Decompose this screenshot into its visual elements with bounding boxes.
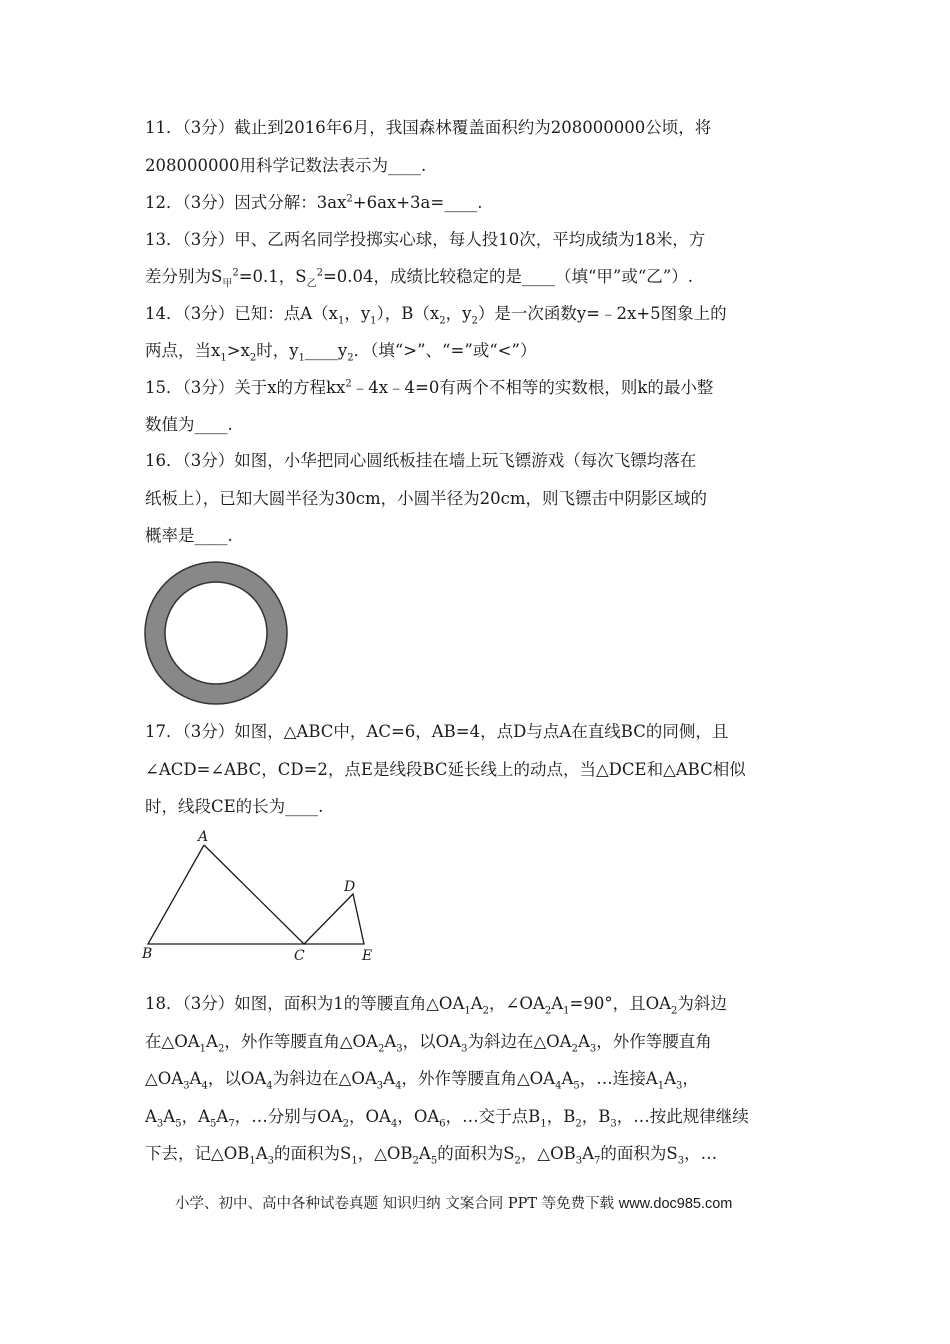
q18-4s8: 1 <box>540 1118 547 1130</box>
q18-1a: 18．（3分）如图，面积为1的等腰直角△OA <box>145 994 465 1013</box>
q18-4a: A <box>145 1107 157 1126</box>
q18-4s1: 3 <box>156 1118 164 1130</box>
q18-2a: 在△OA <box>145 1032 200 1051</box>
q18-4s3: 5 <box>210 1118 217 1130</box>
label-a: A <box>198 829 209 845</box>
q18-2s4: 3 <box>396 1043 403 1055</box>
q18-2g: A <box>577 1032 590 1051</box>
q13-sub1: 甲 <box>222 278 233 290</box>
q13-line1: 13．（3分）甲、乙两名同学投掷实心球，每人投10次，平均成绩为18米，方 <box>145 230 706 249</box>
q18-2s7: 3 <box>589 1043 597 1055</box>
q18-line3 <box>145 1069 699 1092</box>
q12-b: +6ax+3a=____. <box>352 193 483 212</box>
q18-1c: ，∠OA <box>489 994 545 1013</box>
q18-5i: 的面积为S <box>600 1144 678 1163</box>
q18-5a: 下去，记△OB <box>145 1144 250 1163</box>
q18-3a: △OA <box>145 1069 184 1088</box>
q14-1b: ，y <box>344 304 371 323</box>
q15-a: 15．（3分）关于x的方程kx <box>145 378 346 397</box>
q18-3s7: 5 <box>573 1080 580 1092</box>
q18-3h: ，…连接A <box>579 1069 658 1088</box>
q18-4c: ，A <box>181 1107 211 1126</box>
q12-a: 12．（3分）因式分解：3ax <box>145 193 347 212</box>
q14-2s4: 2 <box>347 352 354 364</box>
q14-1s3: 2 <box>439 315 446 327</box>
q12-line1 <box>145 193 482 213</box>
q18-3e: A <box>383 1069 396 1088</box>
q14-2b: >x <box>226 341 250 360</box>
q18-line1 <box>145 994 727 1017</box>
q18-4s9: 2 <box>575 1118 582 1130</box>
q18-2f: 为斜边在△OA <box>467 1032 572 1051</box>
q18-1s4: 1 <box>563 1005 570 1017</box>
q18-2d: A <box>384 1032 397 1051</box>
q18-3i: A <box>664 1069 676 1088</box>
q18-5b: A <box>255 1144 268 1163</box>
q18-2s6: 2 <box>571 1043 578 1055</box>
q18-1s3: 2 <box>544 1005 552 1017</box>
q18-3s4: 3 <box>376 1080 384 1092</box>
q18-1s2: 2 <box>482 1005 490 1017</box>
q13-a: 差分别为S <box>145 267 223 286</box>
q14-2e: ．（填“>”、“=”或“<”） <box>353 341 537 360</box>
q14-1e: ）是一次函数y=﹣2x+5图象上的 <box>477 304 727 323</box>
q14-2s1: 1 <box>220 352 227 364</box>
triangle-figure <box>140 826 380 966</box>
q18-5c: 的面积为S <box>274 1144 352 1163</box>
footer-text: 小学、初中、高中各种试卷真题 知识归纳 文案合同 PPT 等免费下载 <box>175 1196 615 1212</box>
q14-1s1: 1 <box>337 315 345 327</box>
label-b: B <box>142 946 153 962</box>
q18-1s1: 1 <box>464 1005 471 1017</box>
q18-4s7: 6 <box>439 1118 446 1130</box>
q18-3s9: 3 <box>675 1080 683 1092</box>
triangle-dce <box>304 894 364 944</box>
q18-1b: A <box>470 994 483 1013</box>
q14-1d: ，y <box>445 304 472 323</box>
q18-3s3: 4 <box>266 1080 273 1092</box>
label-e: E <box>362 948 373 964</box>
q18-3c: ，以OA <box>207 1069 267 1088</box>
q13-sup1: 2 <box>232 267 239 279</box>
q18-4s5: 2 <box>342 1118 350 1130</box>
q17-line2: ∠ACD=∠ABC，CD=2，点E是线段BC延长线上的动点，当△DCE和△ABC相似 <box>145 760 746 779</box>
q18-2c: ，外作等腰直角△OA <box>224 1032 378 1051</box>
q11-line1: 11．（3分）截止到2016年6月，我国森林覆盖面积约为208000000公顷，将 <box>145 118 712 137</box>
q13-sup2: 2 <box>316 267 323 279</box>
q18-4s6: 4 <box>390 1118 398 1130</box>
q18-5f: 的面积为S <box>437 1144 515 1163</box>
q14-1c: ），B（x <box>376 304 440 323</box>
q18-5s7: 3 <box>575 1155 583 1167</box>
q18-3f: ，外作等腰直角△OA <box>401 1069 556 1088</box>
q11-line2: 208000000用科学记数法表示为____. <box>145 156 427 175</box>
q14-1a: 14．（3分）已知：点A（x <box>145 304 338 323</box>
q18-5s1: 1 <box>249 1155 256 1167</box>
q14-2c: 时，y <box>256 341 299 360</box>
q13-c: =0.04，成绩比较稳定的是____（填“甲”或“乙”）. <box>322 267 693 286</box>
q16-line2: 纸板上），已知大圆半径为30cm，小圆半径为20cm，则飞镖击中阴影区域的 <box>145 489 708 508</box>
q18-3s6: 4 <box>555 1080 562 1092</box>
q15-line1 <box>145 378 713 398</box>
q18-3g: A <box>561 1069 574 1088</box>
q18-5s9: 3 <box>677 1155 685 1167</box>
q18-4s10: 3 <box>610 1118 617 1130</box>
q14-2a: 两点，当x <box>145 341 221 360</box>
q18-4b: A <box>163 1107 176 1126</box>
q13-line2 <box>145 267 693 290</box>
inner-circle <box>165 582 267 684</box>
q15-line2: 数值为____. <box>145 415 233 434</box>
q15-b: ﹣4x﹣4=0有两个不相等的实数根，则k的最小整 <box>351 378 714 397</box>
q18-5s2: 3 <box>267 1155 275 1167</box>
q18-line5 <box>145 1144 718 1167</box>
q14-line1 <box>145 304 727 327</box>
q18-4d: A <box>216 1107 229 1126</box>
q18-5s8: 7 <box>594 1155 601 1167</box>
concentric-ring-figure <box>140 560 292 706</box>
q14-1s2: 1 <box>370 315 377 327</box>
page-footer <box>175 1192 732 1213</box>
q18-4s2: 5 <box>175 1118 182 1130</box>
q18-5h: A <box>582 1144 595 1163</box>
q18-5d: ，△OB <box>357 1144 413 1163</box>
q18-5e: A <box>418 1144 431 1163</box>
q18-line4 <box>145 1107 749 1130</box>
q18-1e: =90°，且OA <box>569 994 672 1013</box>
q18-4e: ，…分别与OA <box>234 1107 343 1126</box>
q18-1d: A <box>551 994 564 1013</box>
q18-3s1: 3 <box>183 1080 190 1092</box>
q18-4h: ，…交于点B <box>445 1107 541 1126</box>
q12-sup: 2 <box>346 193 353 205</box>
q18-5s6: 2 <box>514 1155 521 1167</box>
q18-3d: 为斜边在△OA <box>272 1069 377 1088</box>
q18-2h: ，外作等腰直角 <box>596 1032 712 1051</box>
q18-4f: ，OA <box>349 1107 391 1126</box>
q18-3s2: 4 <box>201 1080 208 1092</box>
q18-3s8: 1 <box>657 1080 665 1092</box>
q14-2s3: 1 <box>298 352 305 364</box>
q18-4i: ，B <box>546 1107 576 1126</box>
q18-1f: 为斜边 <box>677 994 727 1013</box>
q18-5s3: 1 <box>351 1155 358 1167</box>
q18-line2 <box>145 1032 712 1055</box>
q17-line3: 时，线段CE的长为____. <box>145 797 324 816</box>
q18-2s1: 1 <box>199 1043 207 1055</box>
q18-3s5: 4 <box>395 1080 402 1092</box>
q14-2s2: 2 <box>249 352 257 364</box>
q18-5s4: 2 <box>412 1155 419 1167</box>
q18-4g: ，OA <box>397 1107 440 1126</box>
triangle-abc <box>148 845 304 944</box>
q14-1s4: 2 <box>471 315 478 327</box>
q18-5g: ，△OB <box>520 1144 576 1163</box>
q13-b: =0.1，S <box>238 267 307 286</box>
q14-2d: ____y <box>304 341 348 360</box>
q17-line1: 17．（3分）如图，△ABC中，AC=6，AB=4，点D与点A在直线BC的同侧，且 <box>145 722 729 741</box>
q18-2s3: 2 <box>377 1043 385 1055</box>
q18-4k: ，…按此规律继续 <box>616 1107 749 1126</box>
q18-3b: A <box>189 1069 202 1088</box>
q15-sup: 2 <box>345 378 352 390</box>
footer-url[interactable]: www.doc985.com <box>618 1196 733 1212</box>
label-d: D <box>344 879 356 895</box>
q16-line3: 概率是____. <box>145 526 233 545</box>
q18-5s5: 5 <box>430 1155 438 1167</box>
q18-4j: ，B <box>581 1107 611 1126</box>
q13-sub2: 乙 <box>306 278 317 290</box>
q18-5j: ，… <box>684 1144 718 1163</box>
q18-1s5: 2 <box>671 1005 678 1017</box>
q18-2e: ，以OA <box>402 1032 462 1051</box>
q18-2s5: 3 <box>461 1043 468 1055</box>
q18-2b: A <box>206 1032 218 1051</box>
q18-2s2: 2 <box>217 1043 225 1055</box>
label-c: C <box>294 948 305 964</box>
q16-line1: 16．（3分）如图，小华把同心圆纸板挂在墙上玩飞镖游戏（每次飞镖均落在 <box>145 451 697 470</box>
q18-3j: ， <box>682 1069 699 1088</box>
q14-line2 <box>145 341 537 364</box>
q18-4s4: 7 <box>228 1118 235 1130</box>
